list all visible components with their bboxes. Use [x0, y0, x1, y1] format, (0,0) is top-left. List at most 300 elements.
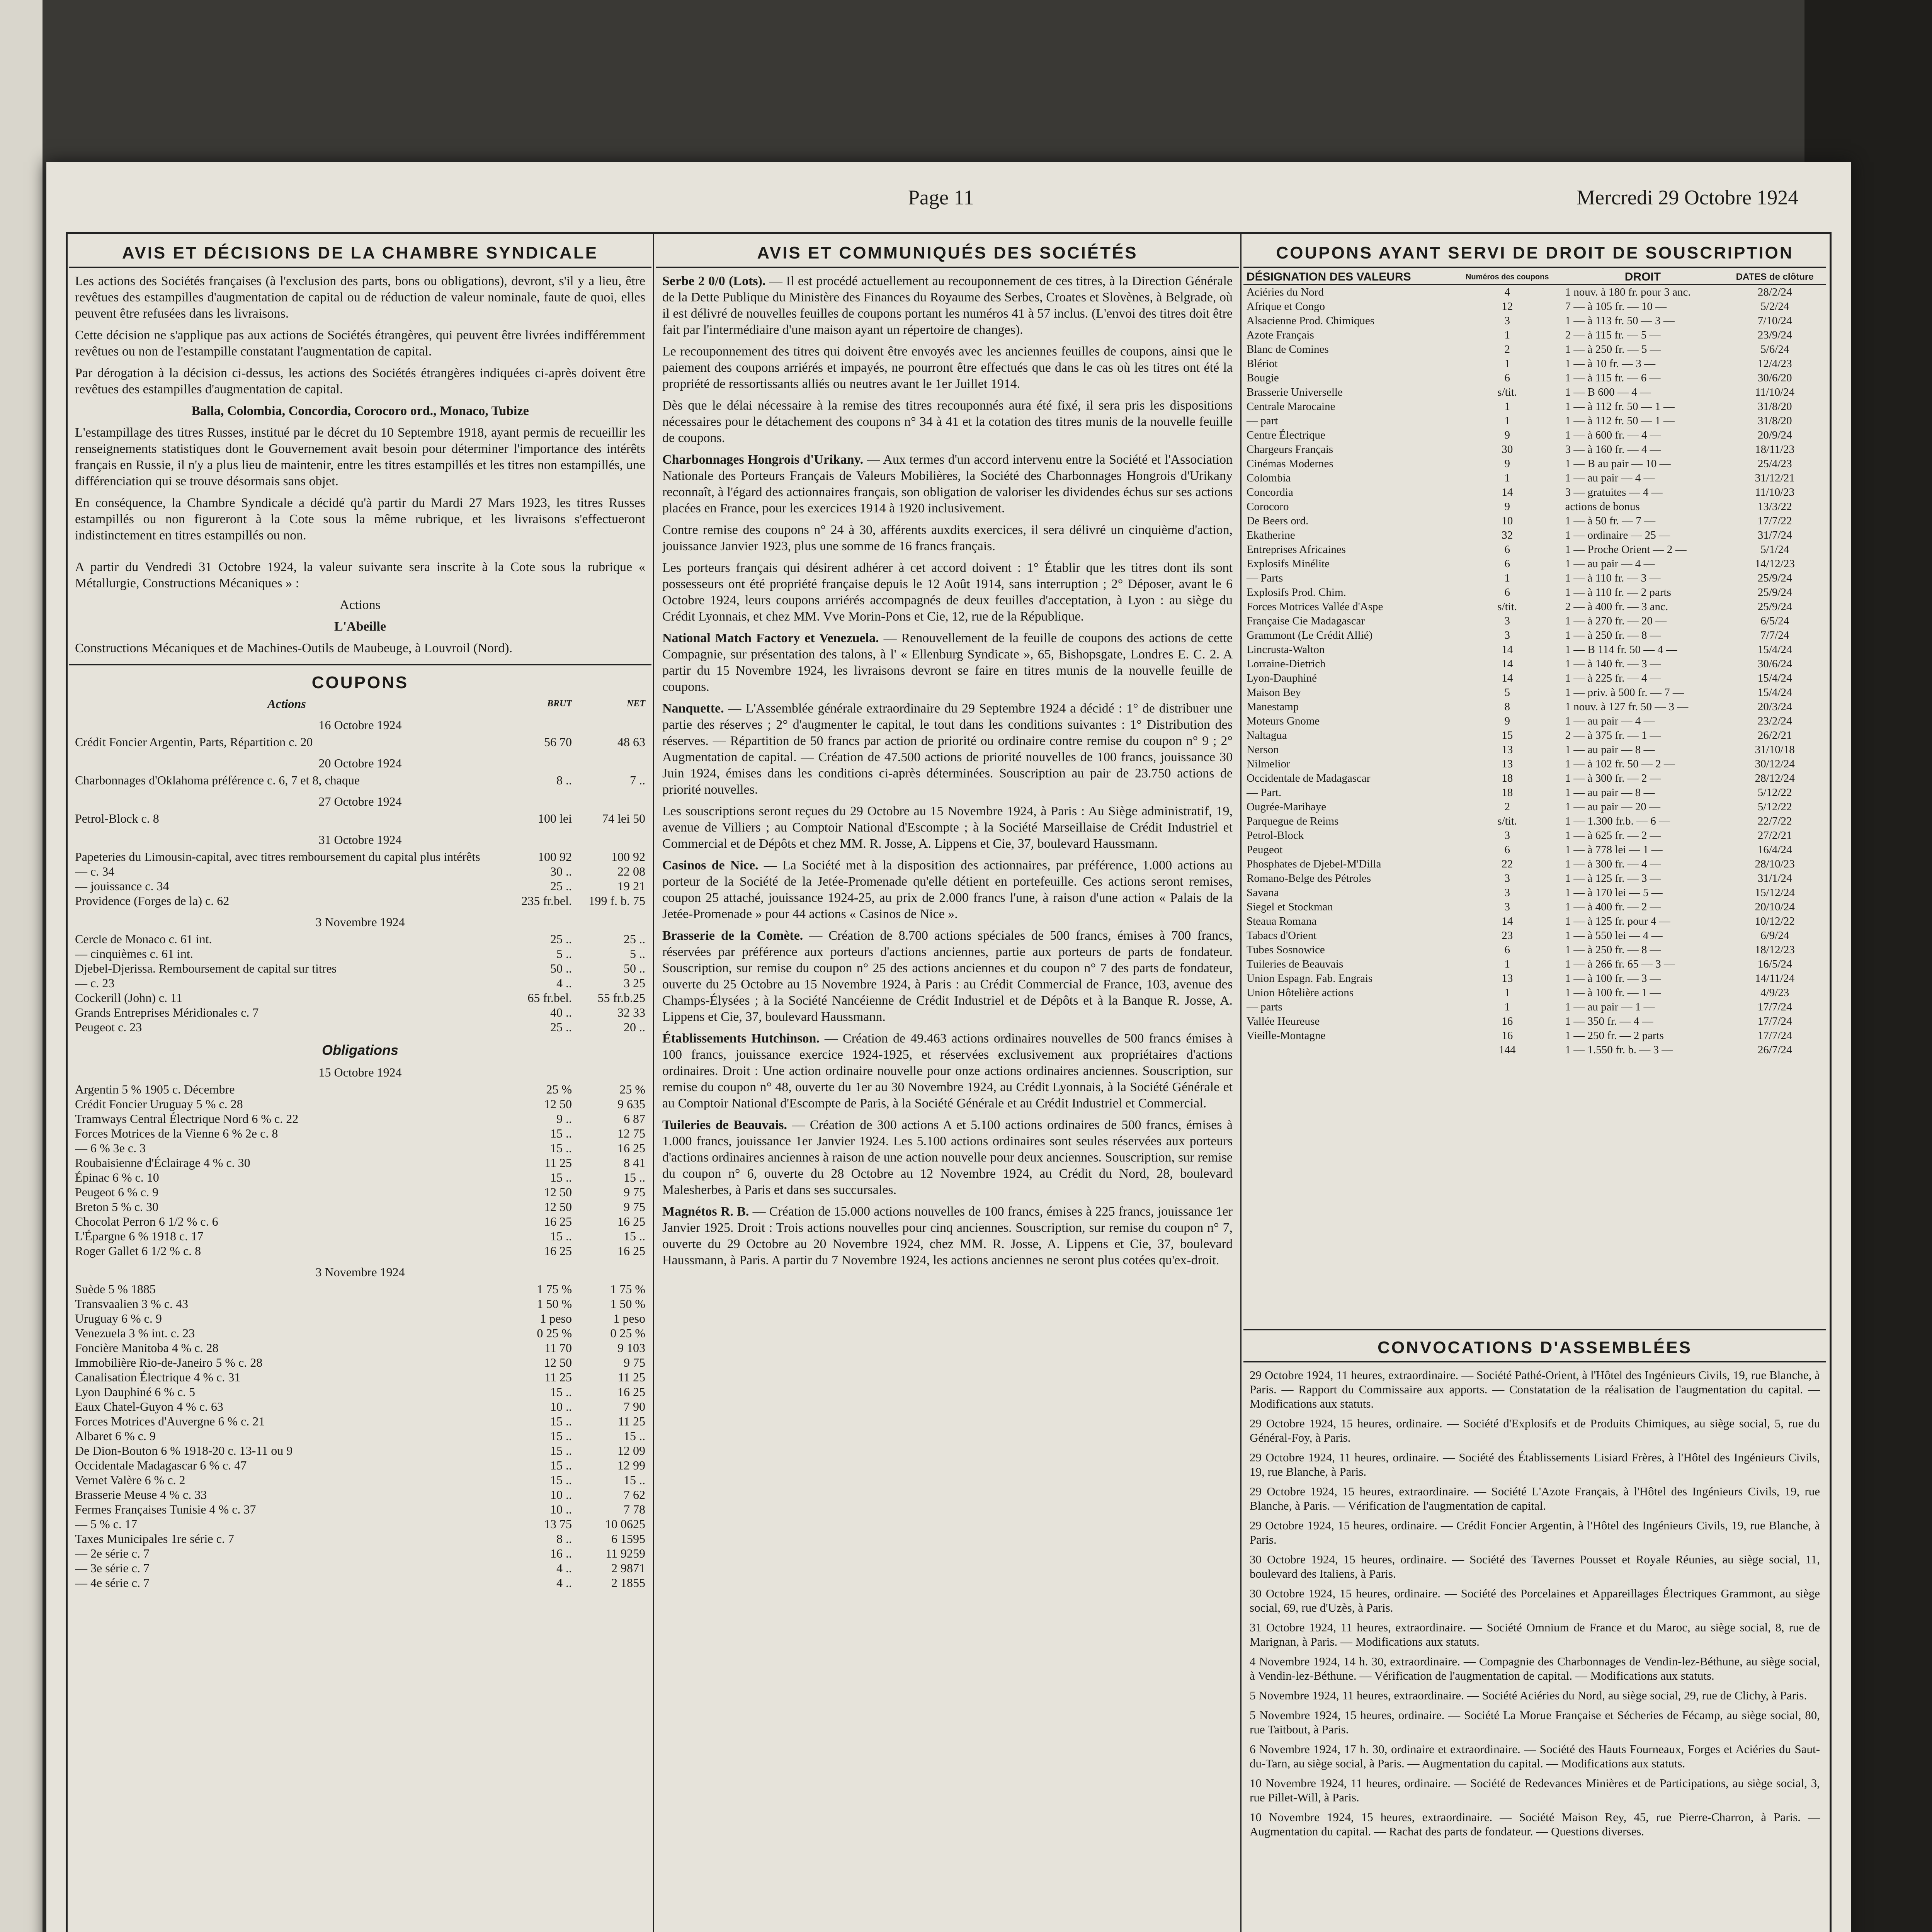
coupon-brut: 11 25 — [544, 1156, 572, 1170]
coupon-row — [75, 932, 645, 946]
coupon-name: — 4e série c. 7 — [75, 1576, 150, 1590]
table-row: Ekatherine 32 1 — ordinaire — 25 — 31/7/24 — [1247, 529, 1792, 541]
coupon-name: — c. 34 — [75, 864, 115, 878]
coupon-brut: 8 .. — [556, 1532, 572, 1546]
coupon-net: 9 635 — [617, 1097, 645, 1111]
coupon-row — [75, 1126, 645, 1141]
coupon-date: 15 Octobre 1924 — [318, 1065, 402, 1079]
table-row: Nilmelior 13 1 — à 102 fr. 50 — 2 — 30/12/24 — [1247, 758, 1795, 770]
coupon-row — [75, 976, 645, 990]
coupon-row — [75, 946, 645, 961]
coupon-net: 12 09 — [617, 1444, 645, 1458]
coupon-net: 6 1595 — [611, 1532, 645, 1546]
table-row: Peugeot 6 1 — à 778 lei — 1 — 16/4/24 — [1247, 844, 1792, 856]
coupon-net: 15 .. — [624, 1170, 645, 1184]
coupon-brut: 15 .. — [550, 1444, 572, 1458]
table-row: Lyon-Dauphiné 14 1 — à 225 fr. — 4 — 15/4/24 — [1247, 672, 1792, 684]
coupon-net: 50 .. — [624, 961, 645, 975]
table-row: Explosifs Minélite 6 1 — au pair — 4 — 14/12/23 — [1247, 558, 1795, 570]
table-row: Parquegue de Reims s/tit. 1 — 1.300 fr.b. — 6 — 22/7/22 — [1247, 815, 1792, 827]
coupon-brut: 25 % — [546, 1082, 572, 1096]
coupon-date: 16 Octobre 1924 — [318, 718, 402, 732]
coupon-date: 20 Octobre 1924 — [318, 756, 402, 770]
souscription-coupons-table: DÉSIGNATION DES VALEURS Numéros des coupons DROIT DATES de clôture Aciéries du Nord 4 1 nouv. à 180 fr. pour 3 anc. 28/2/24 Afrique et Congo 12 7 — à 105 fr. — 10 — 5/2/24 Alsacienne Prod. Chimiques 3 1 — à 113 fr. 50 — 3 — 7/10/24 Azote Français 1 2 — à 115 fr. — 5 — 23/9/24 Blanc de Comines 2 1 — à 250 fr. — 5 — 5/6/24 Blériot 1 1 — à 10 fr. — 3 — 12/4/23 Bougie 6 1 — à 115 fr. — 6 — 30/6/20 Brasserie Universelle s/tit. 1 — B 600 — 4 — 11/10/24 Centrale Marocaine 1 1 — à 112 fr. 50 — 1 — 31/8/20 — part 1 1 — à 112 fr. 50 — 1 — 31/8/20 Centre Électrique 9 1 — à 600 fr. — 4 — 20/9/24 Chargeurs Français 30 3 — à 160 fr. — 4 — 18/11/23 Cinémas Modernes 9 1 — B au pair — 10 — 25/4/23 Colombia 1 1 — au pair — 4 — 31/12/21 Concordia 14 3 — gratuites — 4 — 11/10/23 Corocoro 9 actions de bonus 13/3/22 De Beers ord. 10 1 — à 50 fr. — 7 — 17/7/22 Ekatherine 32 1 — ordinaire — 25 — 31/7/24 Entreprises Africaines 6 1 — Proche Orient — 2 — 5/1/24 Explosifs Minélite 6 1 — au pair — 4 — 14/12/23 — Parts 1 1 — à 110 fr. — 3 — 25/9/24 Explosifs Prod. Chim. 6 1 — à 110 fr. — 2 parts 25/9/24 Forces Motrices Vallée d'Aspe s/tit. 2 — à 400 fr. — 3 anc. 25/9/24 Française Cie Madagascar 3 1 — à 270 fr. — 20 — 6/5/24 Grammont (Le Crédit Allié) 3 1 — à 250 fr. — 8 — 7/7/24 Lincrusta-Walton 14 1 — B 114 fr. 50 — 4 — 15/4/24 Lorraine-Dietrich 14 1 — à 140 fr. — 3 — 30/6/24 Lyon-Dauphiné 14 1 — à 225 fr. — 4 — 15/4/24 Maison Bey 5 1 — priv. à 500 fr. — 7 — 15/4/24 Manestamp 8 1 nouv. à 127 fr. 50 — 3 — 20/3/24 Moteurs Gnome 9 1 — au pair — 4 — 23/2/24 Naltagua 15 2 — à 375 fr. — 1 — 26/2/21 Nerson 13 1 — au pair — 8 — 31/10/18 Nilmelior 13 1 — à 102 fr. 50 — 2 — 30/12/24 Occidentale de Madagascar 18 1 — à 300 fr. — 2 — 28/12/24 — Part. 18 1 — au pair — 8 — 5/12/22 Ougrée-Marihaye 2 1 — au pair — 20 — 5/12/22 Parquegue de Reims s/tit. 1 — 1.300 fr.b. — 6 — 22/7/22 Petrol-Block 3 1 — à 625 fr. — 2 — 27/2/21 Peugeot 6 1 — à 778 lei — 1 — 16/4/24 Phosphates de Djebel-M'Dilla 22 1 — à 300 fr. — 4 — 28/10/23 Romano-Belge des Pétroles 3 1 — à 125 fr. — 3 — 31/1/24 Savana 3 1 — à 170 lei — 5 — 15/12/24 Siegel et Stockman 3 1 — à 400 fr. — 2 — 20/10/24 Steaua Romana 14 1 — à 125 fr. pour 4 — 10/12/22 Tabacs d'Orient 23 1 — à 550 lei — 4 — 6/9/24 Tubes Sosnowice 6 1 — à 250 fr. — 8 — 18/12/23 Tuileries de Beauvais 1 1 — à 266 fr. 65 — 3 — 16/5/24 Union Espagn. Fab. Engrais 13 1 — à 100 fr. — 3 — 14/11/24 Union Hôtelière actions 1 1 — à 100 fr. — 1 — 4/9/23 — parts 1 1 — au pair — 1 — 17/7/24 Vallée Heureuse 16 1 — 350 fr. — 4 — 17/7/24 Vieille-Montagne 16 1 — 250 fr. — 2 parts 17/7/24 144 1 — 1.550 fr. b. — 3 — 26/7/24 — [1243, 270, 1826, 1057]
coupon-date: 27 Octobre 1924 — [318, 794, 402, 808]
coupon-net: 2 9871 — [611, 1561, 645, 1575]
societe-paragraph: Brasserie de la Comète. — Création de 8.700 actions spéciales de 500 francs, émises à 700 francs, réservées par préférence aux porteurs d'actions anciennes, partie aux porteurs de parts de fondateur. Souscription, sur remise du coupon n° 25 des actions anciennes et du coupon n° 7 des parts de fondateur, ouverte du 25 Octobre au 15 Novembre 1924, à Paris : au Crédit Commercial de France, 103, avenue des Champs-Élysées ; à la Société Nancéienne de Crédit Industriel et de Dépôts et à la Banque R. Josse, A. Lippens et Cie, 37, boulevard Haussmann. — [662, 929, 1233, 1024]
coupon-net: 22 08 — [617, 864, 645, 878]
coupon-net: 16 25 — [617, 1214, 645, 1228]
convocations-title: CONVOCATIONS D'ASSEMBLÉES — [1243, 1330, 1826, 1362]
chambre-p6: A partir du Vendredi 31 Octobre 1924, la valeur suivante sera inscrite à la Cote sous la rubrique « Métallurgie, Constructions Mécaniques » : — [75, 560, 645, 590]
coupon-row — [75, 1170, 645, 1185]
coupon-row — [75, 1199, 645, 1214]
page-date: Mercredi 29 Octobre 1924 — [1577, 186, 1799, 209]
table-row: Tabacs d'Orient 23 1 — à 550 lei — 4 — 6/9/24 — [1247, 929, 1789, 942]
page-number: Page 11 — [908, 186, 974, 209]
coupon-name: Taxes Municipales 1re série c. 7 — [75, 1532, 234, 1546]
coupon-name: Immobilière Rio-de-Janeiro 5 % c. 28 — [75, 1355, 263, 1369]
coupon-net: 32 33 — [617, 1005, 645, 1019]
convocations-column — [1243, 1329, 1826, 1932]
table-row: Cinémas Modernes 9 1 — B au pair — 10 — 25/4/23 — [1247, 457, 1792, 470]
coupon-net: 100 92 — [611, 850, 645, 864]
chambre-title: AVIS ET DÉCISIONS DE LA CHAMBRE SYNDICALE — [69, 236, 651, 268]
table-row: Chargeurs Français 30 3 — à 160 fr. — 4 — 18/11/23 — [1247, 443, 1795, 456]
coupon-name: Albaret 6 % c. 9 — [75, 1429, 156, 1443]
coupon-name: — c. 23 — [75, 976, 115, 990]
table-row: Savana 3 1 — à 170 lei — 5 — 15/12/24 — [1247, 886, 1795, 899]
table-row: — part 1 1 — à 112 fr. 50 — 1 — 31/8/20 — [1247, 415, 1792, 427]
societe-name: Serbe 2 0/0 (Lots). — [662, 274, 766, 288]
table-row: Tuileries de Beauvais 1 1 — à 266 fr. 65 — 3 — 16/5/24 — [1247, 958, 1792, 970]
coupon-name: Fermes Françaises Tunisie 4 % c. 37 — [75, 1502, 256, 1516]
coupon-brut: 40 .. — [550, 1005, 572, 1019]
coupons-actions — [69, 718, 651, 1034]
coupon-name: Tramways Central Électrique Nord 6 % c. 22 — [75, 1112, 299, 1126]
convocation-item: 29 Octobre 1924, 11 heures, ordinaire. — Société des Établissements Lisiard Frères, à l'Hôtel des Ingénieurs Civils, 19, rue Blanche, à Paris. — [1250, 1451, 1820, 1478]
coupon-brut: 16 25 — [544, 1244, 572, 1258]
coupon-row — [75, 735, 645, 749]
coupon-brut: 10 .. — [550, 1502, 572, 1516]
coupon-net: 19 21 — [617, 879, 645, 893]
coupon-net: 16 25 — [617, 1141, 645, 1155]
coupon-net: 7 90 — [624, 1400, 645, 1413]
coupon-name: Uruguay 6 % c. 9 — [75, 1311, 162, 1325]
convocation-item: 5 Novembre 1924, 11 heures, extraordinaire. — Société Aciéries du Nord, au siège social, 29, rue de Clichy, à Paris. — [1250, 1689, 1807, 1702]
coupon-name: Chocolat Perron 6 1/2 % c. 6 — [75, 1214, 218, 1228]
coupon-net: 15 .. — [624, 1473, 645, 1487]
coupon-net: 9 75 — [624, 1355, 645, 1369]
coupon-name: Épinac 6 % c. 10 — [75, 1170, 159, 1184]
coupon-row — [75, 1155, 645, 1170]
table-row: Française Cie Madagascar 3 1 — à 270 fr. — 20 — 6/5/24 — [1247, 615, 1789, 627]
societe-paragraph: Charbonnages Hongrois d'Urikany. — Aux termes d'un accord intervenu entre la Société et l'Association Nationale des Porteurs Français de Valeurs Mobilières, la Société des Charbonnages Hongrois d'Urikany reconnaît, à l'égard des actionnaires français, son obligation de valoriser les dividendes échus sur ses actions placées en France, pour les exercices 1914 à 1920 inclusivement. — [662, 452, 1233, 515]
coupon-net: 7 62 — [624, 1488, 645, 1502]
coupon-brut: 15 .. — [550, 1385, 572, 1399]
societe-paragraph: Le recouponnement des titres qui doivent être envoyés avec les anciennes feuilles de coupons, ainsi que le paiement des coupons arriérés et impayés, ne pourront être effectués que dans le cas où les titres ont été la propriété de ressortissants alliés ou neutres avant le 1er Juillet 1914. — [662, 344, 1233, 391]
coupon-brut: 25 .. — [550, 879, 572, 893]
coupon-net: 11 25 — [618, 1414, 645, 1428]
coupon-name: Forces Motrices d'Auvergne 6 % c. 21 — [75, 1414, 265, 1428]
societe-paragraph: Tuileries de Beauvais. — Création de 300 actions A et 5.100 actions ordinaires de 500 francs, émises à 1.000 francs, jouissance 1er Janvier 1924. Les 5.100 actions ordinaires sont seules réservées aux porteurs d'actions ordinaires anciennes à raison de une action nouvelle pour deux anciennes. Souscription, sur remise du coupon n° 6, ouverte du 28 Octobre au 12 Novembre 1924, au Crédit du Nord, 28, boulevard Malesherbes, à Paris et dans ses succursales. — [662, 1118, 1233, 1197]
societe-paragraph: Les souscriptions seront reçues du 29 Octobre au 15 Novembre 1924, à Paris : Au Siège administratif, 19, avenue de Villiers ; au Comptoir National d'Escompte ; à la Société Marseillaise de Crédit Industriel et Commercial et de Dépôts et chez MM. R. Josse, A. Lippens et Cie, 37, boulevard Haussmann. — [662, 804, 1233, 851]
table-row: Brasserie Universelle s/tit. 1 — B 600 — 4 — 11/10/24 — [1247, 386, 1795, 398]
chambre-p3: Par dérogation à la décision ci-dessus, les actions des Sociétés étrangères indiquées ci-après doivent être revêtues des estampilles d'augmentation de capital. — [75, 366, 645, 396]
societe-paragraph: Casinos de Nice. — La Société met à la disposition des actionnaires, par préférence, 1.000 actions au porteur de la Société de la Jetée-Promenade qu'elle détient en portefeuille. Ces actions seront remises, coupon 25 attaché, jouissance 1924-25, au prix de 2.000 francs l'une, à raison d'une action « Palais de la Jetée-Promenade » pour 44 actions « Casinos de Nice ». — [662, 858, 1233, 921]
societe-name: Établissements Hutchinson. — [662, 1031, 820, 1046]
coupon-net: 12 99 — [617, 1458, 645, 1472]
coupon-brut: 15 .. — [550, 1414, 572, 1428]
table-row: Nerson 13 1 — au pair — 8 — 31/10/18 — [1247, 743, 1795, 756]
coupon-brut: 5 .. — [556, 947, 572, 961]
coupon-row — [75, 1355, 645, 1370]
coupon-name: Venezuela 3 % int. c. 23 — [75, 1326, 195, 1340]
coupon-row — [75, 1185, 645, 1199]
coupon-name: Roubaisienne d'Éclairage 4 % c. 30 — [75, 1156, 250, 1170]
coupon-net: 0 25 % — [610, 1326, 645, 1340]
societe-name: Magnétos R. B. — [662, 1204, 749, 1219]
coupon-row — [75, 811, 645, 826]
table-row: Azote Français 1 2 — à 115 fr. — 5 — 23/9/24 — [1247, 329, 1792, 341]
coupon-row — [75, 1546, 645, 1561]
societe-name: Brasserie de la Comète. — [662, 929, 803, 943]
coupon-name: — 6 % 3e c. 3 — [75, 1141, 146, 1155]
chambre-p1: Les actions des Sociétés françaises (à l'exclusion des parts, bons ou obligations), devront, s'il y a lieu, être revêtues des estampilles d'augmentation de capital ou de réduction de valeur nominale, faute de quoi, elles peuvent être refusées dans les livraisons. — [75, 274, 645, 321]
coupon-brut: 12 50 — [544, 1200, 572, 1214]
coupon-name: — 3e série c. 7 — [75, 1561, 150, 1575]
chambre-p6b: L'Abeille — [334, 619, 386, 634]
table-row: Steaua Romana 14 1 — à 125 fr. pour 4 — 10/12/22 — [1247, 915, 1795, 927]
table-row: Blanc de Comines 2 1 — à 250 fr. — 5 — 5/6/24 — [1247, 343, 1789, 355]
coupon-net: 1 75 % — [610, 1282, 645, 1296]
coupon-name: Peugeot 6 % c. 9 — [75, 1185, 158, 1199]
coupon-row — [75, 773, 645, 787]
coupon-row — [75, 961, 645, 976]
table-row: Occidentale de Madagascar 18 1 — à 300 fr. — 2 — 28/12/24 — [1247, 772, 1795, 784]
coupon-brut: 15 .. — [550, 1458, 572, 1472]
coupon-net: 25 .. — [624, 932, 645, 946]
coupon-brut: 15 .. — [550, 1229, 572, 1243]
coupon-row — [75, 990, 645, 1005]
souscription-coupons-title: COUPONS AYANT SERVI DE DROIT DE SOUSCRIPTION — [1243, 236, 1826, 268]
societe-paragraph: Dès que le délai nécessaire à la remise des titres recouponnés aura été fixé, il sera pris les dispositions nécessaires pour le détachement des coupons n° 34 à 41 et la cotation des titres munis de la nouvelle feuille de coupons. — [662, 398, 1233, 445]
table-row: Tubes Sosnowice 6 1 — à 250 fr. — 8 — 18/12/23 — [1247, 944, 1795, 956]
coupon-name: Brasserie Meuse 4 % c. 33 — [75, 1488, 207, 1502]
coupon-brut: 30 .. — [550, 864, 572, 878]
coupon-brut: 9 .. — [556, 1112, 572, 1126]
convocation-item: 30 Octobre 1924, 15 heures, ordinaire. — Société des Tavernes Pousset et Royale Réunies, au siège social, 11, boulevard des Italiens, à Paris. — [1250, 1553, 1820, 1580]
coupon-row — [75, 1243, 645, 1258]
table-row: — Part. 18 1 — au pair — 8 — 5/12/22 — [1247, 786, 1792, 799]
coupon-brut: 15 .. — [550, 1429, 572, 1443]
convocation-item: 10 Novembre 1924, 15 heures, extraordinaire. — Société Maison Rey, 45, rue Pierre-Charron, à Paris. — Augmentation du capital. — Rachat des parts de fondateur. — Questions diverses. — [1250, 1810, 1820, 1838]
coupon-brut: 15 .. — [550, 1473, 572, 1487]
coupon-brut: 100 92 — [538, 850, 572, 864]
table-row: Corocoro 9 actions de bonus 13/3/22 — [1247, 500, 1792, 513]
table-row: Siegel et Stockman 3 1 — à 400 fr. — 2 — 20/10/24 — [1247, 901, 1795, 913]
coupon-brut: 4 .. — [556, 976, 572, 990]
coupon-brut: 13 75 — [544, 1517, 572, 1531]
coupon-name: Cockerill (John) c. 11 — [75, 991, 182, 1005]
table-row: Lorraine-Dietrich 14 1 — à 140 fr. — 3 — 30/6/24 — [1247, 658, 1792, 670]
societe-paragraph: Établissements Hutchinson. — Création de 49.463 actions ordinaires nouvelles de 500 francs émises à 100 francs, jouissance exercice 1924-1925, et réservées exclusivement aux propriétaires d'actions ordinaires. Droit : Une action ordinaire nouvelle pour onze actions ordinaires anciennes. Souscription, sur remise du coupon n° 48, ouverte du 1er au 30 Novembre 1924, au Crédit Lyonnais, à la Société Générale et au Comptoir National d'Escompte de Paris, à la Société Générale et au Crédit Industriel et Commercial. — [662, 1031, 1233, 1111]
coupon-net: 2 1855 — [611, 1576, 645, 1590]
coupon-row — [75, 893, 645, 908]
societe-paragraph: Les porteurs français qui désirent adhérer à cet accord doivent : 1° Établir que les titres dont ils sont possesseurs ont été propriété française depuis le 12 Août 1914, sans interruption ; 2° Déposer, avant le 6 Octobre 1924, leurs coupons arriérés accompagnés de deux feuilles d'acceptation, à Lyon : au siège du Crédit Lyonnais, et chez MM. Vve Morin-Pons et Cie, 12, rue de la République. — [662, 561, 1233, 624]
coupon-brut: 8 .. — [556, 773, 572, 787]
coupon-name: Forces Motrices de la Vienne 6 % 2e c. 8 — [75, 1126, 278, 1140]
coupon-name: — 5 % c. 17 — [75, 1517, 137, 1531]
coupon-net: 7 78 — [624, 1502, 645, 1516]
coupon-row — [75, 1458, 645, 1473]
coupon-row — [75, 1473, 645, 1487]
chambre-column — [69, 236, 651, 1932]
societe-name: Nanquette. — [662, 701, 724, 716]
table-row: Moteurs Gnome 9 1 — au pair — 4 — 23/2/24 — [1247, 715, 1792, 727]
coupon-row — [75, 1384, 645, 1399]
table-row: Grammont (Le Crédit Allié) 3 1 — à 250 fr. — 8 — 7/7/24 — [1247, 629, 1789, 641]
coupon-row — [75, 1487, 645, 1502]
coupon-row — [75, 1429, 645, 1443]
societe-paragraph: Contre remise des coupons n° 24 à 30, afférents auxdits exercices, il sera délivré un cinquième d'action, jouissance Janvier 1923, plus une somme de 16 francs français. — [662, 523, 1233, 553]
table-row: Forces Motrices Vallée d'Aspe s/tit. 2 — à 400 fr. — 3 anc. 25/9/24 — [1247, 600, 1792, 613]
societe-paragraph: Serbe 2 0/0 (Lots). — Il est procédé actuellement au recouponnement de ces titres, à la Direction Générale de la Dette Publique du Ministère des Finances du Royaume des Serbes, Croates et Slovènes, à Belgrade, où il est délivré de nouvelles feuilles de coupons portant les numéros 41 à 57 inclus. (L'envoi des titres doit être fait par l'intermédiaire d'une maison ayant un répertoire de changes). — [662, 274, 1233, 337]
table-row: Centrale Marocaine 1 1 — à 112 fr. 50 — 1 — 31/8/20 — [1247, 400, 1792, 413]
coupon-name: Cercle de Monaco c. 61 int. — [75, 932, 212, 946]
coupon-brut: 50 .. — [550, 961, 572, 975]
coupon-net: 7 .. — [630, 773, 645, 787]
coupon-row — [75, 1517, 645, 1531]
coupon-net: 10 0625 — [605, 1517, 645, 1531]
coupon-brut: 15 .. — [550, 1170, 572, 1184]
convocation-item: 29 Octobre 1924, 11 heures, extraordinaire. — Société Pathé-Orient, à l'Hôtel des Ingénieurs Civils, 19, rue Blanche, à Paris. — Rapport du Commissaire aux apports. — Constatation de la réalisation de l'augmentation du capital. — Modifications aux statuts. — [1250, 1368, 1820, 1410]
coupon-row — [75, 1443, 645, 1458]
coupon-brut: 65 fr.bel. — [527, 991, 572, 1005]
coupon-brut: 16 25 — [544, 1214, 572, 1228]
societe-paragraph: Nanquette. — L'Assemblée générale extraordinaire du 29 Septembre 1924 a décidé : 1° de distribuer une partie des réserves ; 2° d'augmenter le capital, le tout dans les conditions suivantes : 1° Distribution des réserves. — Répartition de 50 francs par action de priorité ou ordinaire contre remise du coupon n° 9 ; 2° Augmentation de capital. — Création de 47.500 actions de priorité nouvelles de 100 francs, jouissance 30 Juin 1924, émises dans les conditions ci-après déterminées. Souscription au pair de 23.750 actions de priorité nouvelles. — [662, 701, 1233, 797]
coupon-net: 16 25 — [617, 1244, 645, 1258]
coupon-name: Vernet Valère 6 % c. 2 — [75, 1473, 185, 1487]
coupons-header: Actions BRUT NET — [267, 697, 645, 711]
societes-column — [656, 236, 1239, 1932]
table-row: Petrol-Block 3 1 — à 625 fr. — 2 — 27/2/21 — [1247, 829, 1792, 842]
coupon-net: 25 % — [619, 1082, 645, 1096]
table-row: 144 1 — 1.550 fr. b. — 3 — 26/7/24 — [1498, 1044, 1792, 1056]
coupon-row — [75, 1082, 645, 1097]
coupons-obligations — [69, 1065, 651, 1590]
coupon-name: L'Épargne 6 % 1918 c. 17 — [75, 1229, 204, 1243]
convocation-item: 31 Octobre 1924, 11 heures, extraordinaire. — Société Omnium de France et du Maroc, au siège social, 8, rue de Marignan, à Paris. — Modifications aux statuts. — [1250, 1621, 1820, 1648]
coupon-brut: 1 50 % — [537, 1297, 572, 1311]
convocation-item: 6 Novembre 1924, 17 h. 30, ordinaire et extraordinaire. — Société des Hauts Fourneaux, Forges et Aciéries du Saut-du-Tarn, au siège social, à Paris. — Augmentation du capital. — Modifications aux statuts. — [1250, 1742, 1820, 1770]
coupon-brut: 15 .. — [550, 1126, 572, 1140]
chambre-p2: Cette décision ne s'applique pas aux actions de Sociétés étrangères, qui peuvent être livrées indifféremment revêtues ou non de l'estampille constatant l'augmentation de capital. — [75, 328, 645, 359]
coupon-net: 48 63 — [617, 735, 645, 749]
coupon-row — [75, 1311, 645, 1326]
coupon-net: 9 103 — [617, 1341, 645, 1355]
coupon-name: Canalisation Électrique 4 % c. 31 — [75, 1370, 241, 1384]
coupon-row — [75, 1005, 645, 1020]
table-row: Manestamp 8 1 nouv. à 127 fr. 50 — 3 — 20/3/24 — [1247, 701, 1792, 713]
coupon-net: 55 fr.b.25 — [597, 991, 645, 1005]
coupon-row — [75, 1296, 645, 1311]
coupon-name: Occidentale Madagascar 6 % c. 47 — [75, 1458, 247, 1472]
societe-name: Casinos de Nice. — [662, 858, 759, 872]
coupon-brut: 1 75 % — [537, 1282, 572, 1296]
chambre-p6c: Constructions Mécaniques et de Machines-Outils de Maubeuge, à Louvroil (Nord). — [75, 641, 513, 655]
coupon-net: 74 lei 50 — [602, 811, 645, 825]
coupon-brut: 56 70 — [544, 735, 572, 749]
coupon-date: 31 Octobre 1924 — [318, 833, 402, 847]
coupon-row — [75, 1575, 645, 1590]
coupon-brut: 100 lei — [538, 811, 572, 825]
coupon-row — [75, 1326, 645, 1340]
coupon-name: Foncière Manitoba 4 % c. 28 — [75, 1341, 219, 1355]
coupon-net: 1 50 % — [610, 1297, 645, 1311]
coupon-row — [75, 1414, 645, 1429]
convocation-item: 10 Novembre 1924, 11 heures, ordinaire. — Société de Redevances Minières et de Participations, au siège social, 3, rue Pillet-Will, à Paris. — [1250, 1776, 1820, 1804]
coupon-brut: 1 peso — [540, 1311, 572, 1325]
coupon-name: Transvaalien 3 % c. 43 — [75, 1297, 188, 1311]
table-row: Centre Électrique 9 1 — à 600 fr. — 4 — 20/9/24 — [1247, 429, 1792, 441]
coupon-name: Djebel-Djerissa. Remboursement de capital sur titres — [75, 961, 337, 975]
table-row: Aciéries du Nord 4 1 nouv. à 180 fr. pour 3 anc. 28/2/24 — [1247, 286, 1792, 298]
coupon-brut: 12 50 — [544, 1097, 572, 1111]
coupon-brut: 10 .. — [550, 1400, 572, 1413]
societe-name: Tuileries de Beauvais. — [662, 1118, 787, 1132]
convocation-item: 5 Novembre 1924, 15 heures, ordinaire. — Société La Morue Française et Sécheries de Fécamp, au siège social, 80, rue Taitbout, à Paris. — [1250, 1708, 1820, 1736]
coupon-brut: 11 25 — [544, 1370, 572, 1384]
coupon-net: 20 .. — [624, 1020, 645, 1034]
table-row: Naltagua 15 2 — à 375 fr. — 1 — 26/2/21 — [1247, 729, 1792, 742]
coupon-net: 15 .. — [624, 1229, 645, 1243]
coupon-row — [75, 1020, 645, 1034]
coupon-name: Suède 5 % 1885 — [75, 1282, 156, 1296]
coupon-date: 3 Novembre 1924 — [315, 915, 405, 929]
chambre-p4: L'estampillage des titres Russes, institué par le décret du 10 Septembre 1918, ayant permis de recueillir les renseignements statistiques dont le Gouvernement avait besoin pour déterminer l'importance des intérêts français en Russie, il n'y a plus lieu de maintenir, entre les titres estampillés et les titres non estampillés, une différenciation qui se trouve désormais sans objet. — [75, 425, 645, 488]
coupon-row — [75, 1531, 645, 1546]
convocation-item: 29 Octobre 1924, 15 heures, ordinaire. — Crédit Foncier Argentin, à l'Hôtel des Ingénieurs Civils, 19, rue Blanche, à Paris. — [1250, 1519, 1820, 1546]
coupon-row — [75, 1282, 645, 1296]
obligations-label: Obligations — [322, 1042, 398, 1058]
coupon-brut: 11 70 — [544, 1341, 572, 1355]
table-row: De Beers ord. 10 1 — à 50 fr. — 7 — 17/7/22 — [1247, 515, 1792, 527]
table-row: Romano-Belge des Pétroles 3 1 — à 125 fr. — 3 — 31/1/24 — [1247, 872, 1792, 884]
coupon-brut: 4 .. — [556, 1561, 572, 1575]
coupon-name: — jouissance c. 34 — [75, 879, 169, 893]
table-row: Maison Bey 5 1 — priv. à 500 fr. — 7 — 15/4/24 — [1247, 686, 1792, 699]
table-row: Blériot 1 1 — à 10 fr. — 3 — 12/4/23 — [1247, 357, 1792, 370]
chambre-p3b: Balla, Colombia, Concordia, Corocoro ord., Monaco, Tubize — [191, 404, 529, 418]
coupon-name: Providence (Forges de la) c. 62 — [75, 894, 230, 908]
societe-name: Charbonnages Hongrois d'Urikany. — [662, 452, 864, 467]
table-row: Bougie 6 1 — à 115 fr. — 6 — 30/6/20 — [1247, 372, 1792, 384]
coupon-row — [75, 1502, 645, 1517]
table-row: Union Hôtelière actions 1 1 — à 100 fr. — 1 — 4/9/23 — [1247, 986, 1789, 999]
coupon-row — [75, 1561, 645, 1575]
coupon-name: Breton 5 % c. 30 — [75, 1200, 158, 1214]
table-row: Phosphates de Djebel-M'Dilla 22 1 — à 300 fr. — 4 — 28/10/23 — [1247, 858, 1795, 870]
table-row: Alsacienne Prod. Chimiques 3 1 — à 113 fr. 50 — 3 — 7/10/24 — [1247, 315, 1792, 327]
table-row: Lincrusta-Walton 14 1 — B 114 fr. 50 — 4 — 15/4/24 — [1247, 643, 1792, 656]
coupon-name: — 2e série c. 7 — [75, 1546, 150, 1560]
table-row: Colombia 1 1 — au pair — 4 — 31/12/21 — [1247, 472, 1795, 484]
coupon-brut: 16 .. — [550, 1546, 572, 1560]
coupon-name: Lyon Dauphiné 6 % c. 5 — [75, 1385, 196, 1399]
societe-paragraph: Magnétos R. B. — Création de 15.000 actions nouvelles de 100 francs, émises à 225 francs, jouissance 1er Janvier 1925. Droit : Trois actions nouvelles pour cinq anciennes. Souscription, sur remise du coupon n° 7, ouverte du 29 Octobre au 20 Novembre 1924, chez MM. R. Josse, A. Lippens et Cie, 37, boulevard Haussmann, à Paris. A partir du 7 Novembre 1924, les actions anciennes ne seront plus cotées qu'ex-droit. — [662, 1204, 1233, 1267]
coupon-net: 3 25 — [624, 976, 645, 990]
coupon-brut: 25 .. — [550, 932, 572, 946]
societe-paragraph: National Match Factory et Venezuela. — Renouvellement de la feuille de coupons des actions de cette Compagnie, sur présentation des talons, à l' « Ellenburg Syndicate », 65, Bishopsgate, Londres E. C. 2. A partir du 15 Novembre 1924, les livraisons devront se faire en titres munis de la nouvelle feuille de coupons. — [662, 631, 1233, 694]
coupon-brut: 25 .. — [550, 1020, 572, 1034]
coupon-name: Grands Entreprises Méridionales c. 7 — [75, 1005, 259, 1019]
coupon-name: Petrol-Block c. 8 — [75, 811, 159, 825]
coupon-row — [75, 1399, 645, 1414]
table-row: — parts 1 1 — au pair — 1 — 17/7/24 — [1247, 1001, 1792, 1013]
table-row: Entreprises Africaines 6 1 — Proche Orient — 2 — 5/1/24 — [1247, 543, 1789, 556]
coupon-net: 11 9259 — [605, 1546, 645, 1560]
table-row: Afrique et Congo 12 7 — à 105 fr. — 10 — 5/2/24 — [1247, 300, 1789, 313]
coupon-name: De Dion-Bouton 6 % 1918-20 c. 13-11 ou 9 — [75, 1444, 293, 1458]
coupon-brut: 12 50 — [544, 1185, 572, 1199]
coupon-name: — cinquièmes c. 61 int. — [75, 947, 193, 961]
coupon-name: Peugeot c. 23 — [75, 1020, 142, 1034]
coupon-name: Roger Gallet 6 1/2 % c. 8 — [75, 1244, 201, 1258]
coupon-net: 12 75 — [617, 1126, 645, 1140]
coupon-date: 3 Novembre 1924 — [315, 1265, 405, 1279]
table-row: Vieille-Montagne 16 1 — 250 fr. — 2 parts 17/7/24 — [1247, 1029, 1792, 1042]
chambre-p5: En conséquence, la Chambre Syndicale a décidé qu'à partir du Mardi 27 Mars 1923, les titres Russes estampillés ou non figureront à la Cote sous la même rubrique, et les livraisons s'effectueront indistinctement en titres estampillés ou non. — [75, 496, 645, 543]
coupon-brut: 12 50 — [544, 1355, 572, 1369]
coupon-net: 5 .. — [630, 947, 645, 961]
coupon-net: 9 75 — [624, 1185, 645, 1199]
table-row: — Parts 1 1 — à 110 fr. — 3 — 25/9/24 — [1247, 572, 1792, 584]
coupon-net: 199 f. b. 75 — [588, 894, 645, 908]
coupon-name: Charbonnages d'Oklahoma préférence c. 6, 7 et 8, chaque — [75, 773, 360, 787]
societe-name: National Match Factory et Venezuela. — [662, 631, 879, 645]
coupon-name: Crédit Foncier Argentin, Parts, Répartition c. 20 — [75, 735, 313, 749]
coupon-net: 8 41 — [624, 1156, 645, 1170]
coupon-row — [75, 1097, 645, 1111]
souscription-coupons-column — [1243, 236, 1826, 1329]
coupon-net: 6 87 — [624, 1112, 645, 1126]
table-row: Ougrée-Marihaye 2 1 — au pair — 20 — 5/12/22 — [1247, 801, 1792, 813]
coupon-row — [75, 849, 645, 864]
table-row: Explosifs Prod. Chim. 6 1 — à 110 fr. — 2 parts 25/9/24 — [1247, 586, 1792, 599]
coupon-net: 16 25 — [617, 1385, 645, 1399]
coupon-name: Crédit Foncier Uruguay 5 % c. 28 — [75, 1097, 243, 1111]
coupon-net: 15 .. — [624, 1429, 645, 1443]
table-row: Vallée Heureuse 16 1 — 350 fr. — 4 — 17/7/24 — [1247, 1015, 1792, 1027]
coupon-row — [75, 1141, 645, 1155]
coupon-net: 1 peso — [613, 1311, 645, 1325]
coupon-net: 11 25 — [618, 1370, 645, 1384]
coupon-name: Argentin 5 % 1905 c. Décembre — [75, 1082, 235, 1096]
coupon-name: Papeteries du Limousin-capital, avec titres remboursement du capital plus intérêts — [75, 850, 480, 864]
convocation-item: 4 Novembre 1924, 14 h. 30, extraordinaire. — Compagnie des Charbonnages de Vendin-lez-Béthune, au siège social, à Vendin-lez-Béthune. — Vérification de l'augmentation de capital. — Modifications aux statuts. — [1250, 1655, 1820, 1682]
previous-page-edge — [0, 0, 43, 1932]
coupon-row — [75, 1370, 645, 1384]
coupon-row — [75, 1214, 645, 1229]
coupon-row — [75, 1340, 645, 1355]
societes-title: AVIS ET COMMUNIQUÉS DES SOCIÉTÉS — [656, 236, 1239, 268]
convocation-item: 30 Octobre 1924, 15 heures, ordinaire. — Société des Porcelaines et Appareillages Électriques Grammont, au siège social, 69, rue d'Uzès, à Paris. — [1250, 1587, 1820, 1614]
coupons-title: COUPONS — [311, 673, 409, 692]
coupon-brut: 4 .. — [556, 1576, 572, 1590]
coupon-row — [75, 1229, 645, 1243]
coupon-net: 9 75 — [624, 1200, 645, 1214]
